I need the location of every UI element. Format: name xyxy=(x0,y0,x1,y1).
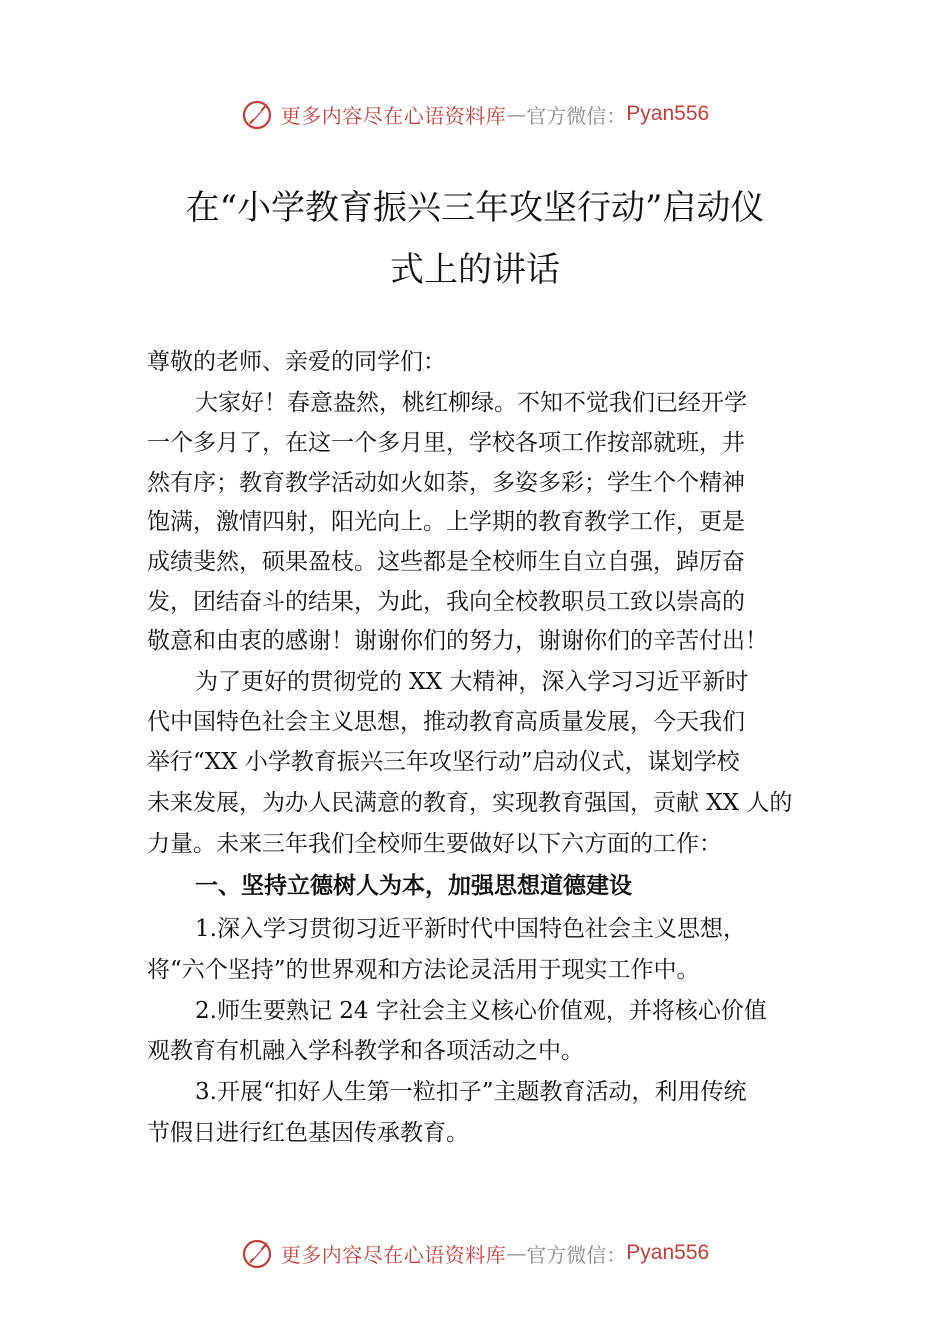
list-item-line: 观教育有机融入学科教学和各项活动之中。 xyxy=(147,1038,584,1064)
feather-pen-logo-icon xyxy=(241,97,275,131)
list-item-line: 2.师生要熟记 24 字社会主义核心价值观，并将核心价值 xyxy=(195,998,767,1024)
watermark-separator: — xyxy=(506,1241,527,1265)
list-item-line: 将“六个坚持”的世界观和方法论灵活用于现实工作中。 xyxy=(147,957,700,983)
watermark-text: 更多内容尽在心语资料库 xyxy=(280,1242,507,1267)
document-title-line-1: 在“小学教育振兴三年攻坚行动”启动仪 xyxy=(185,188,765,228)
body-line: 为了更好的贯彻党的 XX 大精神，深入学习习近平新时 xyxy=(195,669,749,695)
body-line: 力量。未来三年我们全校师生要做好以下六方面的工作： xyxy=(147,831,722,857)
section-heading: 一、坚持立德树人为本，加强思想道德建设 xyxy=(195,873,632,899)
body-line: 饱满，激情四射，阳光向上。上学期的教育教学工作，更是 xyxy=(147,509,745,535)
document-title-line-2: 式上的讲话 xyxy=(390,250,560,290)
watermark-wechat-id: Pyan556 xyxy=(626,1241,710,1264)
body-line: 然有序；教育教学活动如火如荼，多姿多彩；学生个个精神 xyxy=(147,470,745,496)
body-line: 大家好！春意盎然，桃红柳绿。不知不觉我们已经开学 xyxy=(195,390,747,416)
feather-pen-logo-icon xyxy=(241,1236,275,1270)
watermark-wechat-label: 官方微信： xyxy=(526,103,627,128)
watermark-separator: — xyxy=(506,102,527,126)
list-item-line: 节假日进行红色基因传承教育。 xyxy=(147,1120,469,1146)
body-line: 成绩斐然，硕果盈枝。这些都是全校师生自立自强，踔厉奋 xyxy=(147,549,745,575)
list-item-line: 1.深入学习贯彻习近平新时代中国特色社会主义思想， xyxy=(195,916,746,942)
watermark-banner-top xyxy=(0,94,950,134)
watermark-wechat-id: Pyan556 xyxy=(626,102,710,125)
watermark-wechat-label: 官方微信： xyxy=(526,1242,627,1267)
body-line: 一个多月了，在这一个多月里，学校各项工作按部就班，井 xyxy=(147,430,745,456)
watermark-banner-bottom xyxy=(0,1233,950,1273)
body-line: 代中国特色社会主义思想，推动教育高质量发展，今天我们 xyxy=(147,709,745,735)
body-line: 未来发展，为办人民满意的教育，实现教育强国，贡献 XX 人的 xyxy=(147,790,793,816)
body-line: 敬意和由衷的感谢！谢谢你们的努力，谢谢你们的辛苦付出！ xyxy=(147,628,768,654)
watermark-text: 更多内容尽在心语资料库 xyxy=(280,103,507,128)
salutation: 尊敬的老师、亲爱的同学们： xyxy=(147,349,446,375)
body-line: 举行“XX 小学教育振兴三年攻坚行动”启动仪式，谋划学校 xyxy=(147,749,740,775)
body-line: 发，团结奋斗的结果，为此，我向全校教职员工致以崇高的 xyxy=(147,589,745,615)
list-item-line: 3.开展“扣好人生第一粒扣子”主题教育活动，利用传统 xyxy=(195,1079,747,1105)
